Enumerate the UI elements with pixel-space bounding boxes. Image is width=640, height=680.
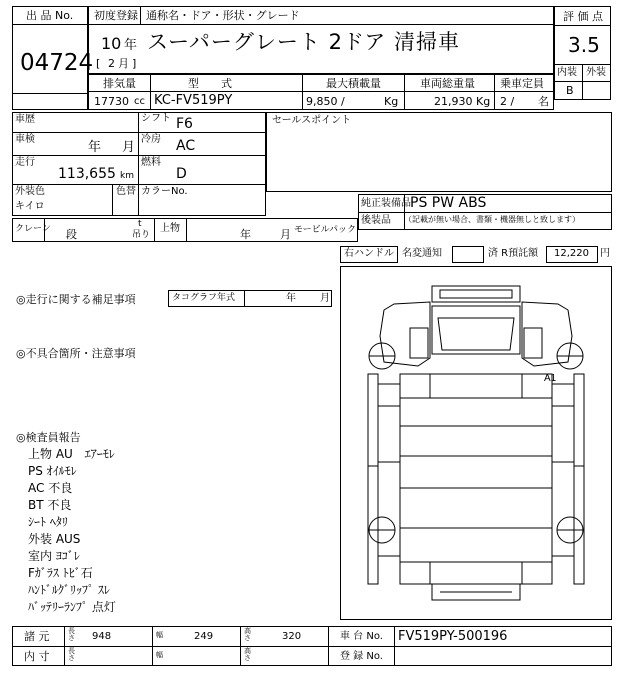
divider: [88, 24, 554, 25]
name-label: 通称名・ドア・形状・グレード: [146, 9, 300, 22]
color-label: 外装色: [15, 186, 45, 197]
divider: [140, 6, 141, 24]
inner-height-label: 高さ: [244, 647, 251, 662]
recycle-unit: 円: [600, 248, 610, 259]
inspector-item: 上物 AU ｴｱｰﾓﾚ: [28, 447, 115, 461]
truck-diagram: [340, 266, 612, 620]
inspector-label: ◎検査員報告: [16, 431, 81, 444]
divider: [240, 626, 241, 666]
year-value: 10: [101, 34, 122, 53]
recycle-label: 済 R預託額: [488, 248, 539, 259]
first-reg-label: 初度登録: [94, 9, 138, 22]
score-value: 3.5: [568, 33, 600, 57]
divider: [404, 74, 405, 110]
divider: [186, 218, 187, 242]
interior-grade: B: [566, 84, 574, 97]
month-value: 2: [108, 57, 115, 70]
year-unit: 年: [124, 38, 138, 53]
mileage-unit: km: [120, 171, 134, 181]
history-label: 車歴: [15, 114, 35, 125]
tachograph-label: タコグラフ年式: [172, 293, 236, 303]
gross-weight-value: 21,930: [434, 95, 473, 108]
divider: [554, 25, 611, 26]
dims-label: 諸 元: [24, 630, 50, 643]
chassis-label: 車 台 No.: [340, 631, 383, 642]
displacement-value: 17730: [94, 95, 129, 108]
shift-label: シフト: [141, 113, 171, 124]
divider: [64, 626, 65, 666]
body-side-right: [574, 374, 584, 584]
divider: [494, 74, 495, 110]
inspector-item: ﾊﾞｯﾃﾘｰﾗﾝﾌﾟ 点灯: [28, 600, 116, 614]
capacity-value: 9,850 /: [306, 95, 345, 108]
windshield: [438, 318, 514, 350]
model-label: 型 式: [188, 77, 232, 90]
door-right: [524, 328, 542, 358]
gross-weight-label: 車両総重量: [420, 77, 475, 90]
inspection-year: 年: [88, 140, 102, 155]
mileage-label: 走行: [15, 157, 35, 168]
hanging-label: 吊り: [132, 230, 151, 240]
name-change-box: [452, 246, 484, 263]
inspector-item: 室内 ﾖｺﾞﾚ: [28, 549, 80, 563]
capacity-unit: Kg: [384, 95, 399, 108]
divider: [150, 74, 151, 110]
divider: [244, 290, 245, 307]
lot-bottom: [12, 94, 88, 110]
height-value: 320: [282, 631, 302, 642]
month-unit: 月: [118, 57, 129, 70]
lot-label: 出 品 No.: [26, 9, 74, 22]
divider: [302, 74, 303, 110]
width-value: 249: [194, 631, 214, 642]
divider: [12, 24, 88, 25]
displacement-label: 排気量: [103, 77, 136, 90]
fuel-value: D: [176, 166, 187, 182]
shift-value: F6: [176, 116, 193, 132]
cab-front-panel: [432, 306, 520, 354]
damage-mark: A1: [544, 373, 557, 384]
upper-year: 年: [240, 228, 251, 241]
body-top: [400, 374, 552, 584]
divider: [112, 184, 113, 216]
divider: [582, 64, 583, 100]
mileage-value: 113,655: [58, 166, 116, 182]
passengers-value: 2 /: [500, 95, 515, 108]
inspector-item: ﾊﾝﾄﾞﾙｸﾞﾘｯﾌﾟ ｽﾚ: [28, 583, 110, 597]
tachograph-month: 月: [320, 293, 330, 304]
crane-label: クレーン: [15, 224, 51, 234]
month-open: [: [96, 57, 101, 70]
details-left: [12, 112, 266, 216]
inspector-item: ｼｰﾄ ﾍﾀﾘ: [28, 515, 68, 529]
inspector-list: [28, 446, 328, 616]
aftermarket-note: （記載が無い場合、書類・機器無しと致します）: [404, 215, 580, 224]
divider: [358, 212, 612, 213]
lot-number: 04724: [20, 50, 94, 76]
driving-notes-label: ◎走行に関する補足事項: [16, 293, 136, 306]
divider: [138, 112, 139, 216]
divider: [12, 155, 266, 156]
inspector-item: 外装 AUS: [28, 532, 81, 546]
ac-value: AC: [176, 138, 196, 154]
grade-label: 評 価 点: [563, 10, 603, 23]
fuel-label: 燃料: [141, 157, 161, 168]
inspector-item: AC 不良: [28, 481, 73, 495]
height-label: 高さ: [244, 627, 251, 642]
divider: [328, 626, 329, 666]
length-value: 948: [92, 631, 112, 642]
divider: [12, 184, 266, 185]
cab-top: [432, 286, 520, 302]
divider: [12, 132, 266, 133]
inspector-item: BT 不良: [28, 498, 72, 512]
length-label: 長さ: [68, 627, 75, 642]
body-side-left: [368, 374, 378, 584]
inspection-label: 車検: [15, 134, 35, 145]
divider: [88, 91, 554, 92]
width-label: 幅: [156, 631, 163, 639]
stage-label: 段: [66, 228, 77, 241]
passengers-unit: 名: [538, 95, 549, 108]
inner-width-label: 幅: [156, 651, 163, 659]
color-number-label: カラーNo.: [141, 186, 188, 197]
inspection-month: 月: [122, 140, 136, 155]
inner-label: 内 寸: [24, 650, 50, 663]
ac-label: 冷房: [141, 134, 161, 145]
car-name: スーパーグレート 2ドア 清掃車: [147, 30, 460, 54]
color-value: キイロ: [15, 201, 45, 212]
cab-roof-inner: [440, 290, 512, 298]
inspector-item: PS ｵｲﾙﾓﾚ: [28, 464, 77, 478]
right-handle: 右ハンドル: [344, 248, 394, 259]
mobile-pack-label: モービルパック: [294, 225, 357, 235]
aftermarket-label: 後装品: [361, 215, 391, 226]
upper-month: 月: [280, 228, 291, 241]
model-value: KC-FV519PY: [154, 93, 233, 108]
divider: [12, 646, 612, 647]
equipment-label: 純正装備品: [361, 198, 411, 209]
displacement-unit: cc: [134, 96, 145, 107]
chassis-value: FV519PY-500196: [398, 629, 508, 644]
tachograph-year: 年: [286, 293, 296, 304]
interior-label: 内装: [557, 67, 577, 78]
month-close: ]: [132, 57, 137, 70]
exterior-label: 外装: [586, 67, 606, 78]
capacity-label: 最大積載量: [326, 77, 381, 90]
reg-label: 登 録 No.: [340, 651, 383, 662]
defects-label: ◎不具合箇所・注意事項: [16, 347, 136, 360]
divider: [394, 626, 395, 666]
name-change-label: 名変通知: [402, 248, 442, 259]
inspector-item: Fｶﾞﾗｽ ﾄﾋﾞ石: [28, 566, 93, 580]
inner-length-label: 長さ: [68, 647, 75, 662]
upper-label: 上物: [160, 223, 180, 234]
equipment-value: PS PW ABS: [410, 195, 487, 211]
passengers-label: 乗車定員: [500, 77, 544, 90]
gross-weight-unit: Kg: [476, 95, 491, 108]
sales-point-label: セールスポイント: [272, 115, 352, 126]
recycle-value: 12,220: [554, 248, 589, 259]
color-change-label: 色替: [116, 186, 136, 197]
door-left: [410, 328, 428, 358]
divider: [154, 218, 155, 242]
ton-label: t: [138, 219, 142, 229]
divider: [152, 626, 153, 666]
